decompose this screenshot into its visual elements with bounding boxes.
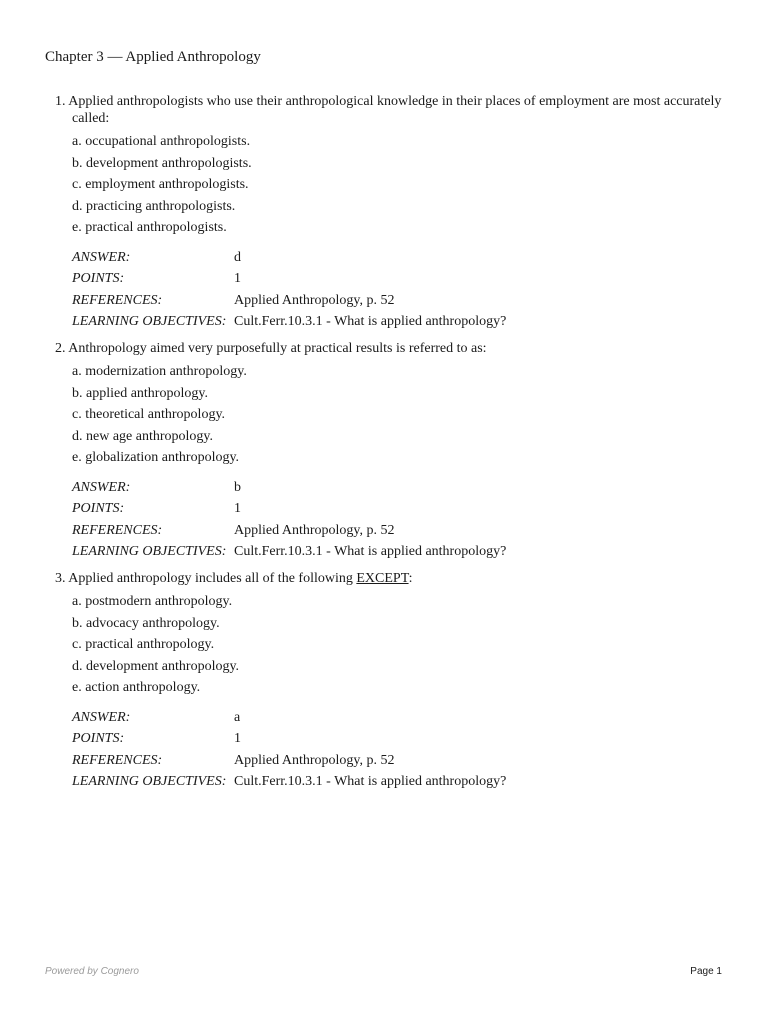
option-e: e. globalization anthropology. xyxy=(72,450,240,465)
question-prompt: Applied anthropologists who use their anthropological knowledge in their places of employment are most accurately called: xyxy=(68,94,722,126)
option-e: e. action anthropology. xyxy=(72,680,201,695)
option-list xyxy=(55,591,725,699)
question-text xyxy=(55,340,725,357)
question-number: 1. xyxy=(55,94,66,109)
objectives-value: Cult.Ferr.10.3.1 - What is applied anthropology? xyxy=(234,544,507,559)
question-1 xyxy=(55,93,725,333)
answer-label: ANSWER: xyxy=(72,249,131,265)
references-label: REFERENCES: xyxy=(72,752,163,768)
powered-by-footer: Powered by Cognero xyxy=(45,966,139,977)
answer-row xyxy=(72,707,725,729)
option-c: c. practical anthropology. xyxy=(72,637,215,652)
question-text xyxy=(55,93,725,127)
answer-label: ANSWER: xyxy=(72,479,131,495)
answer-row xyxy=(72,477,725,499)
references-row xyxy=(72,290,725,312)
option-a: a. postmodern anthropology. xyxy=(72,594,233,609)
question-3 xyxy=(55,570,725,793)
page-number: Page 1 xyxy=(690,966,722,977)
option-b: b. development anthropologists. xyxy=(72,155,252,171)
option-list xyxy=(55,361,725,469)
objectives-label: LEARNING OBJECTIVES: xyxy=(72,314,227,329)
question-prompt-end: : xyxy=(408,571,413,586)
points-label: POINTS: xyxy=(72,501,125,516)
objectives-value: Cult.Ferr.10.3.1 - What is applied anthropology? xyxy=(234,774,507,789)
option-a: a. modernization anthropology. xyxy=(72,364,247,379)
except-emphasis: EXCEPT xyxy=(356,571,409,586)
option-b: b. advocacy anthropology. xyxy=(72,615,220,631)
question-prompt: Applied anthropology includes all of the following xyxy=(68,571,353,586)
question-number: 2. xyxy=(55,341,66,356)
objectives-label: LEARNING OBJECTIVES: xyxy=(72,774,227,789)
option-c: c. theoretical anthropology. xyxy=(72,407,226,422)
points-value: 1 xyxy=(234,501,241,516)
objectives-value: Cult.Ferr.10.3.1 - What is applied anthropology? xyxy=(234,314,507,329)
option-e: e. practical anthropologists. xyxy=(72,220,227,235)
points-row xyxy=(72,728,725,750)
objectives-row xyxy=(72,541,725,563)
answer-value: b xyxy=(234,479,241,495)
question-text xyxy=(55,570,725,587)
answer-label: ANSWER: xyxy=(72,709,131,725)
references-label: REFERENCES: xyxy=(72,522,163,538)
option-b: b. applied anthropology. xyxy=(72,385,208,401)
option-d: d. practicing anthropologists. xyxy=(72,198,236,214)
answer-metadata xyxy=(55,707,725,793)
references-row xyxy=(72,750,725,772)
objectives-row xyxy=(72,311,725,333)
answer-metadata xyxy=(55,477,725,563)
answer-value: a xyxy=(234,709,241,725)
page-title: Chapter 3 — Applied Anthropology xyxy=(45,49,261,65)
answer-metadata xyxy=(55,247,725,333)
option-d: d. development anthropology. xyxy=(72,658,240,674)
objectives-label: LEARNING OBJECTIVES: xyxy=(72,544,227,559)
points-value: 1 xyxy=(234,731,241,746)
question-prompt: Anthropology aimed very purposefully at practical results is referred to as: xyxy=(68,341,487,356)
references-label: REFERENCES: xyxy=(72,292,163,308)
points-label: POINTS: xyxy=(72,271,125,286)
points-row xyxy=(72,268,725,290)
answer-row xyxy=(72,247,725,269)
question-number: 3. xyxy=(55,571,66,586)
points-value: 1 xyxy=(234,271,241,286)
points-row xyxy=(72,498,725,520)
references-value: Applied Anthropology, p. 52 xyxy=(234,522,395,538)
option-a: a. occupational anthropologists. xyxy=(72,134,251,149)
question-2 xyxy=(55,340,725,563)
objectives-row xyxy=(72,771,725,793)
references-value: Applied Anthropology, p. 52 xyxy=(234,292,395,308)
references-value: Applied Anthropology, p. 52 xyxy=(234,752,395,768)
option-list xyxy=(55,131,725,239)
answer-value: d xyxy=(234,249,241,265)
points-label: POINTS: xyxy=(72,731,125,746)
option-c: c. employment anthropologists. xyxy=(72,177,249,192)
option-d: d. new age anthropology. xyxy=(72,428,213,444)
references-row xyxy=(72,520,725,542)
